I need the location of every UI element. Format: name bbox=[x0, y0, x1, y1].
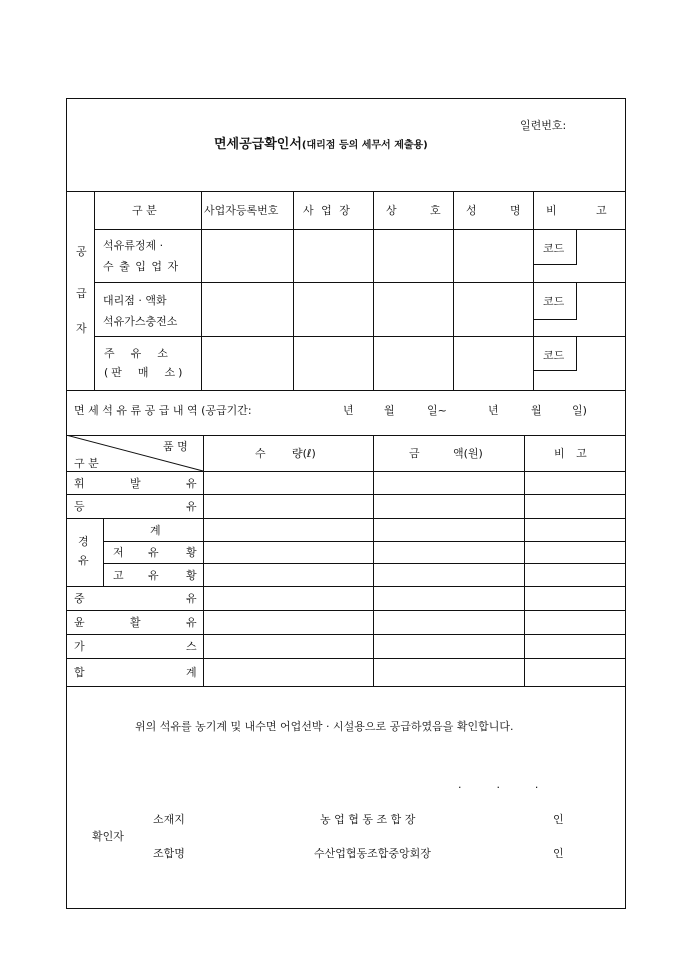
row-label: 황 bbox=[186, 569, 197, 582]
kyeong-label: 경 bbox=[78, 535, 89, 548]
supplier-row-label: (판 매 소) bbox=[104, 366, 186, 379]
header-name-a: 성 bbox=[466, 204, 477, 217]
divider bbox=[66, 494, 626, 495]
row-label: 스 bbox=[186, 640, 197, 653]
divider bbox=[373, 435, 374, 686]
col-amount-a: 금 bbox=[409, 447, 420, 460]
row-label: 발 bbox=[130, 477, 141, 490]
form-title-main: 면세공급확인서 bbox=[214, 137, 302, 152]
row-label: 가 bbox=[74, 640, 85, 653]
serial-number-label: 일련번호: bbox=[520, 119, 567, 132]
seal-mark: 인 bbox=[553, 847, 564, 860]
divider bbox=[103, 563, 626, 564]
org-agri-coop-head: 농 업 협 동 조 합 장 bbox=[320, 813, 416, 826]
form-title bbox=[214, 138, 428, 151]
supplier-side-char: 자 bbox=[76, 322, 87, 335]
supplier-side-char: 급 bbox=[76, 287, 87, 300]
header-trade-name-a: 상 bbox=[386, 204, 397, 217]
row-label: 고 bbox=[113, 569, 124, 582]
period-year-start: 년 bbox=[343, 404, 354, 417]
divider bbox=[66, 191, 626, 192]
divider bbox=[66, 658, 626, 659]
divider bbox=[66, 610, 626, 611]
col-quantity-b: 량(ℓ) bbox=[292, 447, 316, 460]
code-label: 코드 bbox=[543, 242, 565, 255]
diag-category-label: 구 분 bbox=[74, 457, 99, 470]
divider bbox=[66, 686, 626, 687]
col-quantity-a: 수 bbox=[255, 447, 266, 460]
row-label: 합 bbox=[74, 666, 85, 679]
form-title-sub: (대리점 등의 세무서 제출용) bbox=[301, 140, 428, 151]
period-day-end: 일) bbox=[572, 404, 587, 417]
supplier-side-char: 공 bbox=[76, 245, 87, 258]
row-label: 유 bbox=[186, 592, 197, 605]
divider bbox=[524, 435, 525, 686]
row-label: 등 bbox=[74, 500, 85, 513]
divider bbox=[453, 191, 454, 390]
org-fisheries-head: 수산업협동조합중앙회장 bbox=[314, 847, 431, 860]
row-label: 유 bbox=[186, 500, 197, 513]
period-month-end: 월 bbox=[531, 404, 542, 417]
diag-product-label: 품 명 bbox=[163, 440, 188, 453]
header-trade-name-b: 호 bbox=[430, 204, 441, 217]
supplier-row-label: 수 출 입 업 자 bbox=[103, 260, 180, 273]
seal-mark: 인 bbox=[553, 813, 564, 826]
divider bbox=[66, 390, 626, 391]
divider bbox=[66, 518, 626, 519]
supply-period-label: 면 세 석 유 류 공 급 내 역 (공급기간: bbox=[74, 404, 252, 417]
union-name-label: 조합명 bbox=[153, 847, 185, 860]
date-dots: . . . bbox=[458, 778, 539, 791]
divider bbox=[293, 191, 294, 390]
row-label: 황 bbox=[186, 546, 197, 559]
row-label: 활 bbox=[130, 616, 141, 629]
row-label: 휘 bbox=[74, 477, 85, 490]
supplier-row-label: 석유류정제 · bbox=[103, 239, 164, 252]
header-name-b: 명 bbox=[510, 204, 521, 217]
divider bbox=[66, 634, 626, 635]
row-label: 유 bbox=[186, 616, 197, 629]
divider bbox=[203, 435, 204, 686]
col-note: 비 고 bbox=[554, 447, 591, 460]
row-label: 중 bbox=[74, 592, 85, 605]
divider bbox=[201, 191, 202, 390]
divider bbox=[373, 191, 374, 390]
header-category: 구 분 bbox=[132, 204, 157, 217]
divider bbox=[103, 541, 626, 542]
supplier-row-label: 석유가스충전소 bbox=[103, 315, 178, 328]
row-label: 유 bbox=[186, 477, 197, 490]
row-label: 저 bbox=[113, 546, 124, 559]
confirmation-statement: 위의 석유를 농기계 및 내수면 어업선박 · 시설용으로 공급하였음을 확인합니다. bbox=[135, 720, 514, 733]
code-label: 코드 bbox=[543, 295, 565, 308]
location-label: 소재지 bbox=[153, 813, 185, 826]
row-label: 계 bbox=[186, 666, 197, 679]
supplier-row-label: 대리점 · 액화 bbox=[103, 294, 167, 307]
divider bbox=[66, 586, 626, 587]
form-frame bbox=[66, 98, 626, 909]
header-business-reg-no: 사업자등록번호 bbox=[204, 204, 279, 217]
row-label: 유 bbox=[148, 546, 159, 559]
header-note-b: 고 bbox=[596, 204, 607, 217]
row-label: 유 bbox=[148, 569, 159, 582]
period-month-start: 월 bbox=[384, 404, 395, 417]
header-business-place: 사 업 장 bbox=[303, 204, 352, 217]
col-amount-b: 액(원) bbox=[453, 447, 483, 460]
row-label: 윤 bbox=[74, 616, 85, 629]
yu-label: 유 bbox=[78, 554, 89, 567]
code-label: 코드 bbox=[543, 349, 565, 362]
header-note-a: 비 bbox=[546, 204, 557, 217]
supplier-row-label: 주 유 소 bbox=[104, 347, 171, 360]
period-day-start: 일~ bbox=[427, 404, 447, 417]
confirmer-label: 확인자 bbox=[92, 830, 124, 843]
divider bbox=[103, 518, 104, 586]
period-year-end: 년 bbox=[488, 404, 499, 417]
divider bbox=[94, 191, 95, 390]
row-label: 계 bbox=[150, 524, 161, 537]
